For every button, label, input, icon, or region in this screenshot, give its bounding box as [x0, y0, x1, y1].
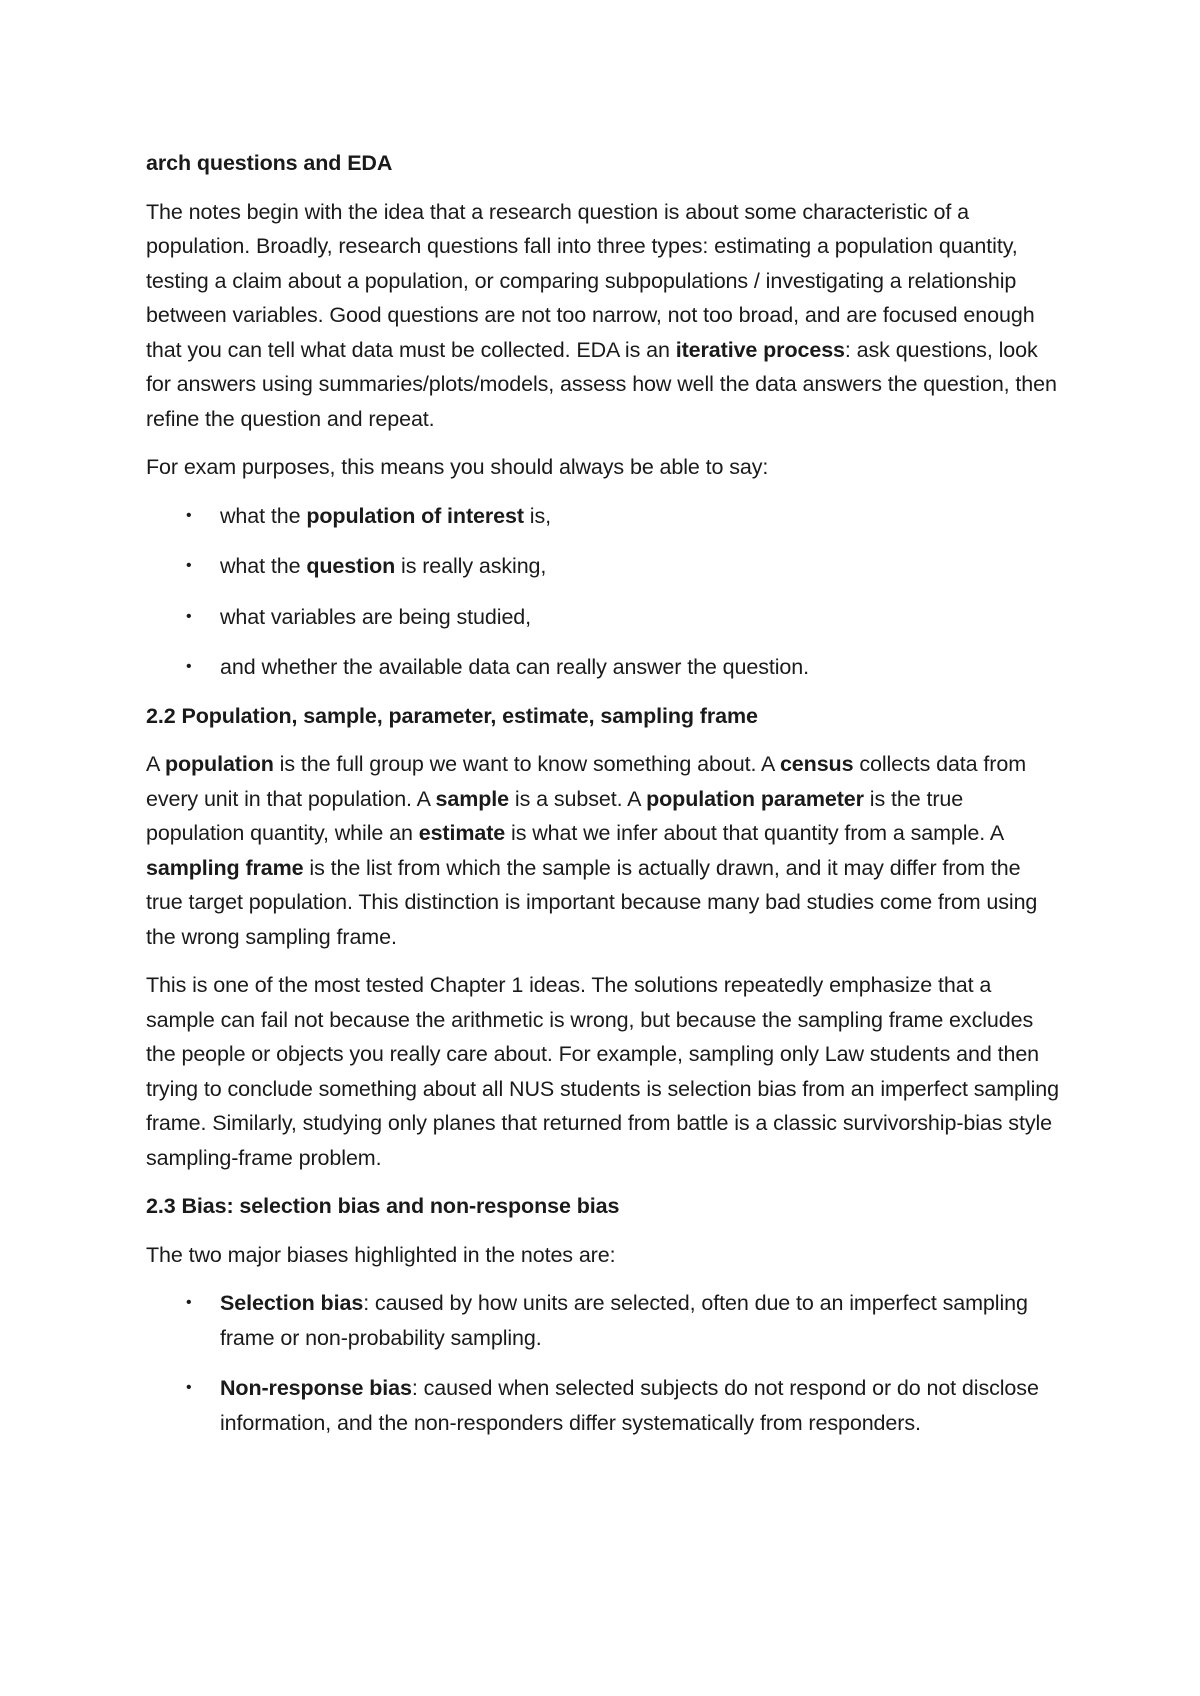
bullet-list-exam — [146, 499, 1060, 685]
paragraph-sampling-frame: This is one of the most tested Chapter 1 ideas. The solutions repeatedly emphasize that a sample can fail not because the arithmetic is wrong, but because the sampling frame excludes the people or objects you really care about. For example, sampling only Law students and then trying to conclude something about all NUS students is selection bias from an imperfect sampling frame. Similarly, studying only planes that returned from battle is a classic survivorship-bias style sampling-frame problem. — [146, 973, 1059, 1170]
paragraph-exam-purposes: For exam purposes, this means you should always be able to say: — [146, 455, 769, 479]
paragraph-biases-intro: The two major biases highlighted in the notes are: — [146, 1242, 616, 1267]
list-item: • Non-response bias: caused when selected subjects do not respond or do not disclose information, and the non-responders differ systematically from responders. — [146, 1371, 1060, 1440]
paragraph-research-questions: The notes begin with the idea that a research question is about some characteristic of a population. Broadly, research questions fall into three types: estimating a population quantity, testing a claim about a population, or comparing subpopulations / investigating a relationship between variables. Good questions are not too narrow, not too broad, and are focused enough that you can tell what data must be collected. EDA is an iterative process: ask questions, look for answers using summaries/plots/models, assess how well the data answers the question, then refine the question and repeat. — [146, 199, 1057, 431]
list-item: • Selection bias: caused by how units are selected, often due to an imperfect sampling frame or non-probability sampling. — [146, 1286, 1060, 1355]
section-heading: arch questions and EDA — [146, 151, 393, 175]
bullet-icon: • — [186, 607, 192, 625]
list-item: • what variables are being studied, — [146, 600, 1060, 635]
bullet-icon: • — [186, 1294, 192, 1311]
bullet-list-biases — [146, 1286, 1060, 1440]
bullet-icon: • — [186, 557, 192, 574]
bullet-icon: • — [186, 1379, 192, 1396]
list-item: • what the population of interest is, — [146, 499, 1060, 534]
section-heading-2-3: 2.3 Bias: selection bias and non-response bias — [146, 1194, 620, 1218]
bullet-icon: • — [186, 658, 192, 675]
list-item: • what the question is really asking, — [146, 549, 1060, 584]
bullet-icon: • — [186, 506, 192, 524]
paragraph-definitions: A population is the full group we want to know something about. A census collects data from every unit in that population. A sample is a subset. A population parameter is the true population quantity, while an estimate is what we infer about that quantity from a sample. A sampling frame is the list from which the sample is actually drawn, and it may differ from the true target population. This distinction is important because many bad studies come from using the wrong sampling frame. — [146, 752, 1038, 949]
bold-term: iterative process — [675, 337, 845, 362]
list-item: • and whether the available data can really answer the question. — [146, 650, 1060, 685]
section-heading-2-2: 2.2 Population, sample, parameter, estimate, sampling frame — [146, 703, 758, 728]
